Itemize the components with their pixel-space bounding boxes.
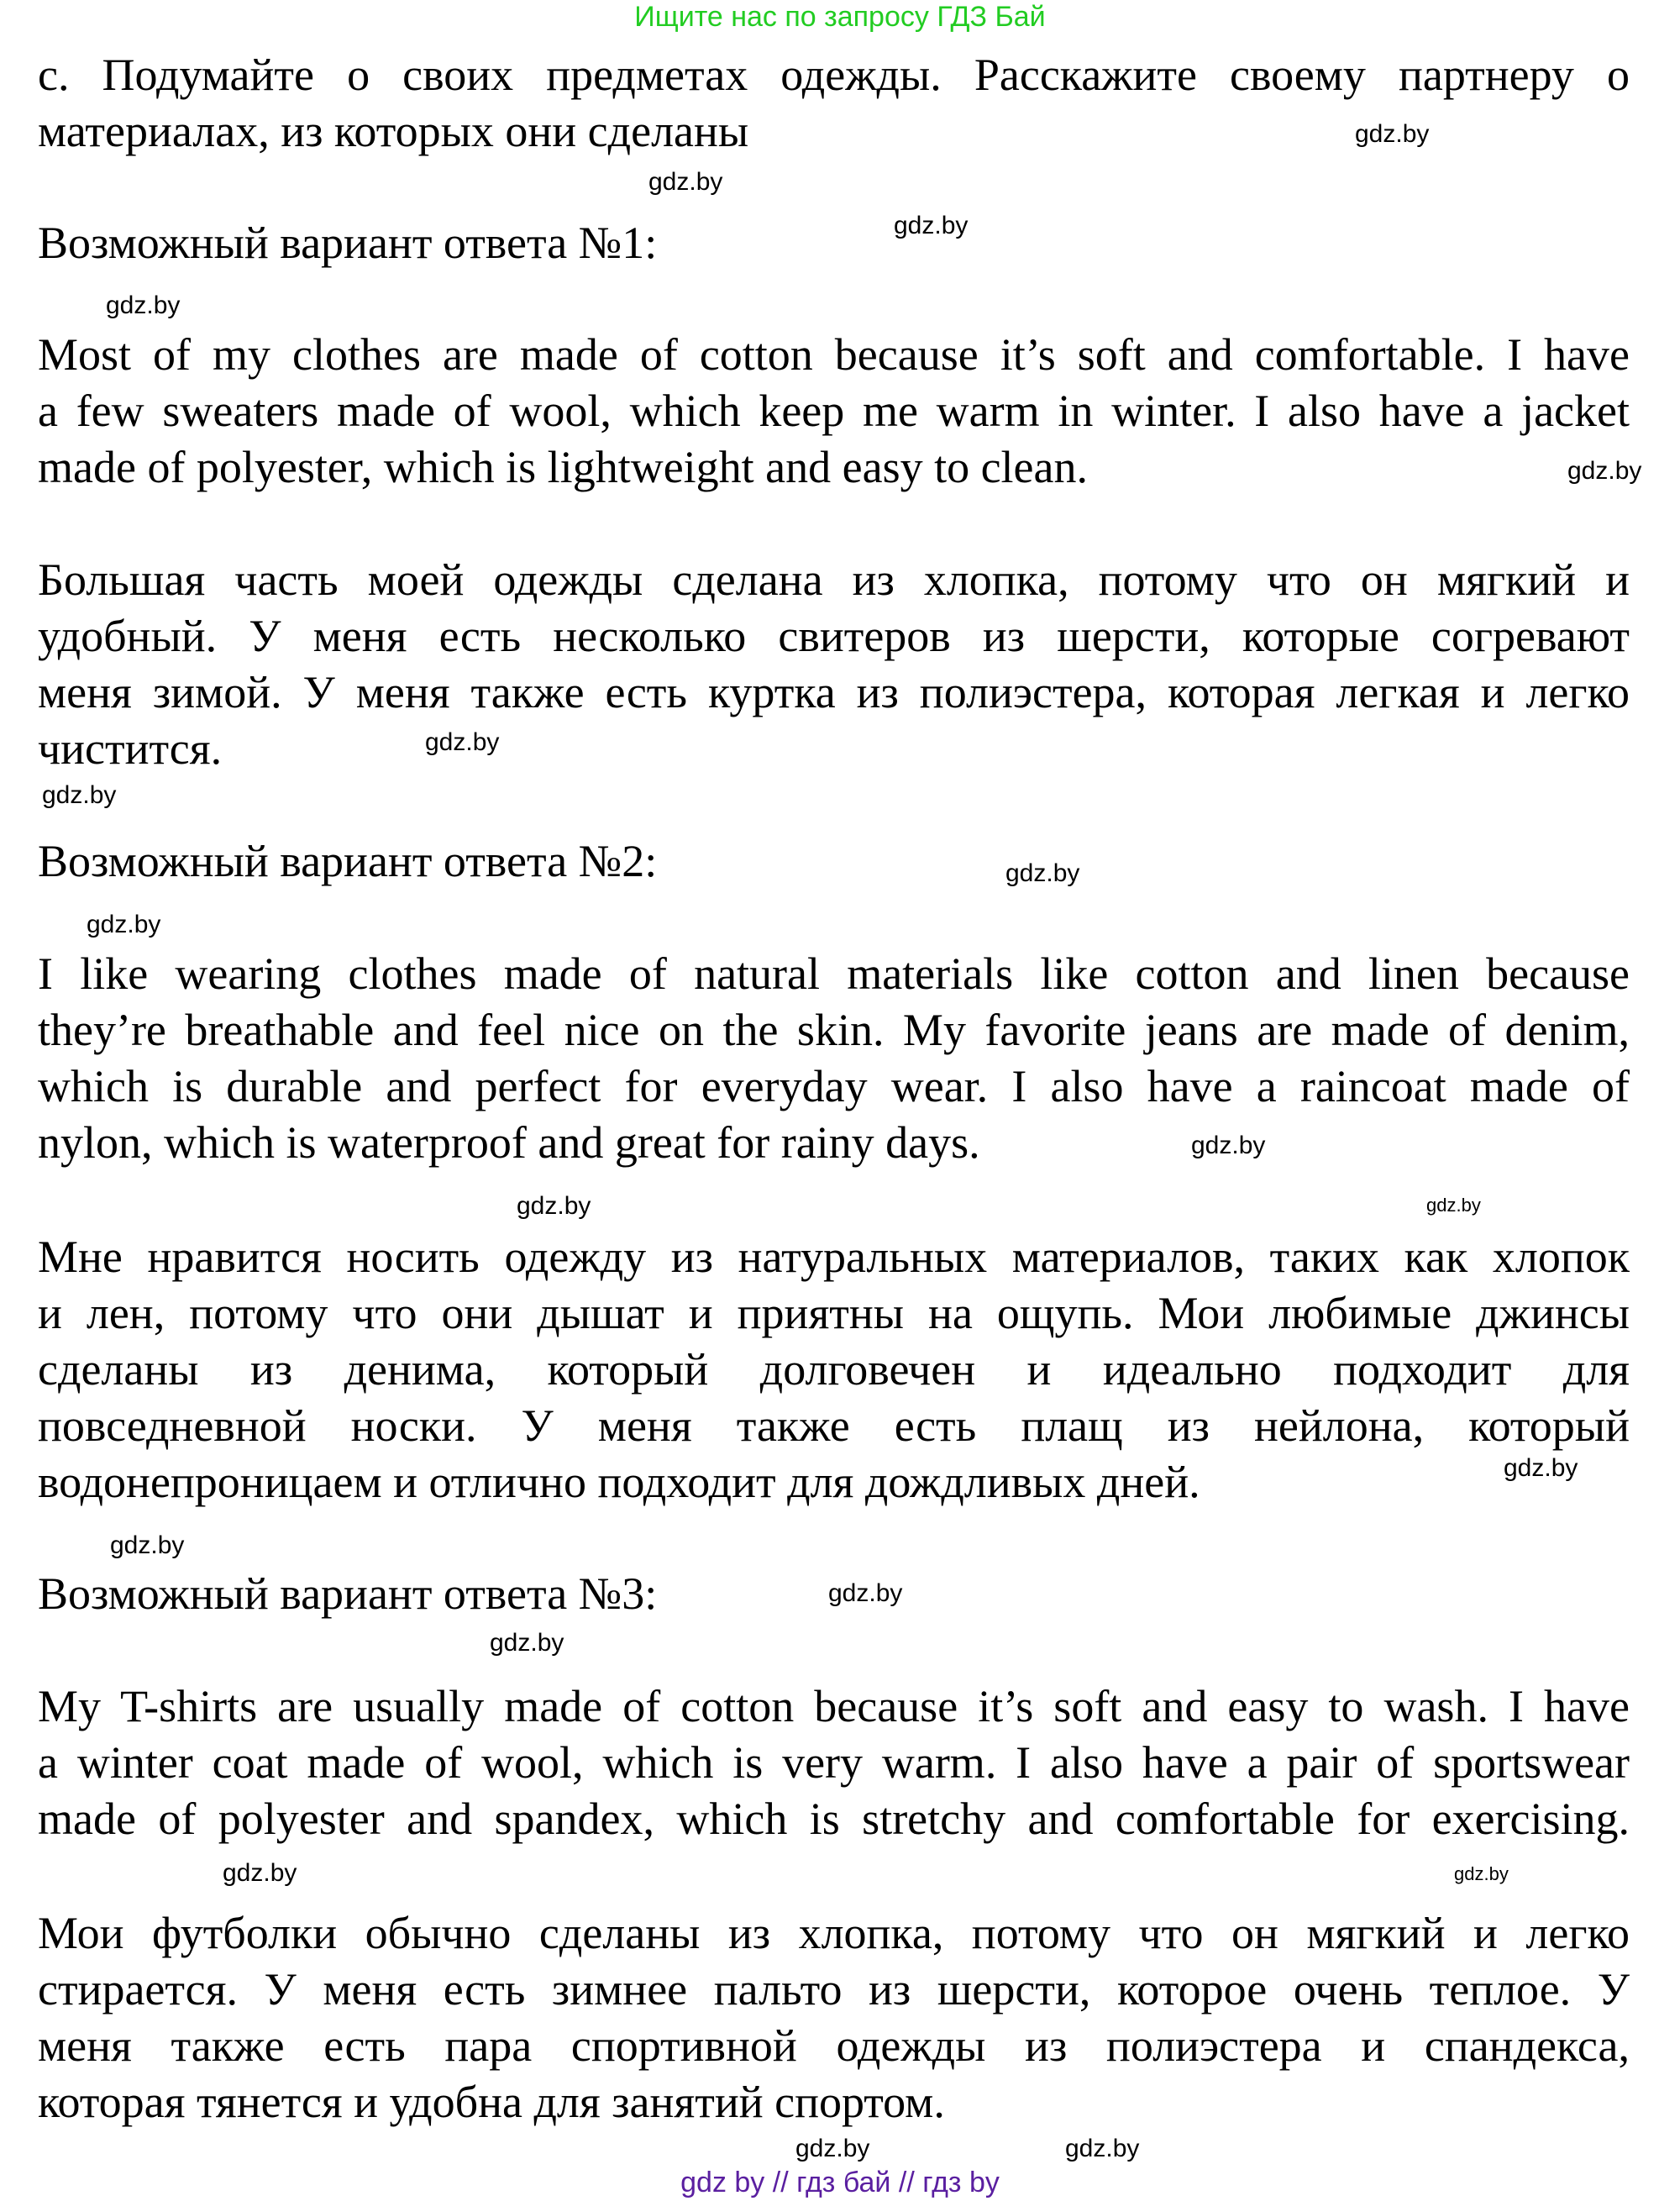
watermark: gdz.by	[223, 1859, 297, 1887]
heading-text: Возможный вариант ответа №1:	[38, 218, 658, 268]
text-line: a few sweaters made of wool, which keep me warm in winter. I also have a jacket	[38, 386, 1630, 436]
text-line: Мне нравится носить одежду из натуральных материалов, таких как хлопок	[38, 1232, 1630, 1282]
footer-links[interactable]: gdz by // гдз бай // гдз by	[680, 2167, 1000, 2198]
watermark: gdz.by	[1504, 1454, 1578, 1482]
watermark: gdz.by	[425, 728, 500, 756]
text-line: made of polyester, which is lightweight and easy to clean.	[38, 442, 1088, 492]
answer-1-russian	[38, 552, 1630, 777]
watermark: gdz.by	[828, 1579, 903, 1607]
watermark: gdz.by	[1191, 1132, 1266, 1159]
text-line: сделаны из денима, который долговечен и идеально подходит для	[38, 1344, 1630, 1395]
watermark: gdz.by	[517, 1192, 591, 1220]
text-line: Most of my clothes are made of cotton because it’s soft and comfortable. I have	[38, 329, 1630, 380]
watermark: gdz.by	[1454, 1863, 1509, 1884]
text-line: a winter coat made of wool, which is very warm. I also have a pair of sportswear	[38, 1737, 1630, 1788]
search-banner[interactable]: Ищите нас по запросу ГДЗ Бай	[634, 1, 1046, 33]
watermark: gdz.by	[1426, 1195, 1481, 1216]
answer-2-russian	[38, 1229, 1630, 1510]
text-line: и лен, потому что они дышат и приятны на ощупь. Мои любимые джинсы	[38, 1288, 1630, 1338]
watermark: gdz.by	[1567, 457, 1642, 485]
watermark: gdz.by	[1065, 2135, 1140, 2162]
text-line: меня также есть пара спортивной одежды из полиэстера и спандекса,	[38, 2020, 1630, 2071]
answer-2-heading	[38, 833, 1630, 890]
watermark: gdz.by	[42, 781, 117, 809]
text-line: Мои футболки обычно сделаны из хлопка, потому что он мягкий и легко	[38, 1908, 1630, 1958]
watermark: gdz.by	[110, 1531, 185, 1559]
heading-text: Возможный вариант ответа №3:	[38, 1568, 658, 1619]
answer-1-heading	[38, 215, 1630, 271]
text-line: nylon, which is waterproof and great for rainy days.	[38, 1117, 980, 1168]
watermark: gdz.by	[648, 168, 723, 196]
text-line: I like wearing clothes made of natural materials like cotton and linen because	[38, 948, 1630, 999]
watermark: gdz.by	[1355, 120, 1430, 148]
text-line: водонепроницаем и отлично подходит для дождливых дней.	[38, 1457, 1200, 1507]
text-line: they’re breathable and feel nice on the skin. My favorite jeans are made of denim,	[38, 1005, 1630, 1055]
answer-2-english	[38, 946, 1630, 1171]
text-line: повседневной носки. У меня также есть плащ из нейлона, который	[38, 1400, 1630, 1451]
task-line: материалах, из которых они сделаны	[38, 106, 749, 156]
text-line: чистится.	[38, 723, 223, 774]
text-line: стирается. У меня есть зимнее пальто из шерсти, которое очень теплое. У	[38, 1964, 1630, 2015]
watermark: gdz.by	[795, 2135, 870, 2162]
text-line: which is durable and perfect for everyday wear. I also have a raincoat made of	[38, 1061, 1630, 1111]
text-line: My T-shirts are usually made of cotton because it’s soft and easy to wash. I have	[38, 1681, 1630, 1731]
text-line: которая тянется и удобна для занятий спортом.	[38, 2077, 945, 2127]
watermark: gdz.by	[87, 911, 161, 938]
watermark: gdz.by	[894, 212, 969, 239]
answer-1-english	[38, 327, 1630, 496]
watermark: gdz.by	[490, 1629, 564, 1657]
text-line: меня зимой. У меня также есть куртка из полиэстера, которая легкая и легко	[38, 667, 1630, 717]
text-line: удобный. У меня есть несколько свитеров из шерсти, которые согревают	[38, 611, 1630, 661]
text-line: Большая часть моей одежды сделана из хлопка, потому что он мягкий и	[38, 554, 1630, 605]
watermark: gdz.by	[106, 292, 181, 319]
answer-3-english	[38, 1678, 1630, 1847]
answer-3-russian	[38, 1905, 1630, 2130]
watermark: gdz.by	[1005, 859, 1080, 887]
heading-text: Возможный вариант ответа №2:	[38, 836, 658, 886]
task-line: с. Подумайте о своих предметах одежды. Расскажите своему партнеру о	[38, 50, 1630, 100]
text-line: made of polyester and spandex, which is stretchy and comfortable for exercising.	[38, 1794, 1630, 1844]
